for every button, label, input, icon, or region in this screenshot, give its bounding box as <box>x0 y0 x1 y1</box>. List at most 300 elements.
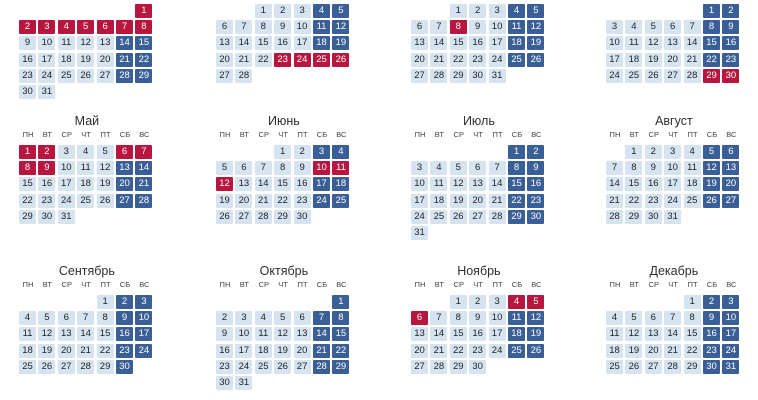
workday: 15 <box>684 327 701 341</box>
workday: 9 <box>274 20 291 34</box>
workday: 28 <box>489 210 506 224</box>
weekday-label: ПТ <box>492 280 503 289</box>
workday: 28 <box>664 360 681 374</box>
workday: 5 <box>97 145 114 159</box>
workday: 13 <box>411 327 428 341</box>
workday: 16 <box>469 327 486 341</box>
holiday-day: 10 <box>313 161 330 175</box>
workday: 8 <box>625 161 642 175</box>
holiday-day: 1 <box>135 4 152 18</box>
weekday-label: ЧТ <box>473 280 484 289</box>
workday: 23 <box>645 194 662 208</box>
workday: 25 <box>58 69 75 83</box>
workday: 7 <box>430 20 447 34</box>
workday: 24 <box>489 53 506 67</box>
weekend-day: 22 <box>703 53 720 67</box>
weekday-label: СР <box>453 280 465 289</box>
workday: 30 <box>216 376 233 390</box>
workday: 30 <box>469 360 486 374</box>
weekend-day: 30 <box>703 360 720 374</box>
weekend-day: 13 <box>116 161 133 175</box>
workday: 13 <box>294 327 311 341</box>
weekend-day: 12 <box>527 311 544 325</box>
workday: 20 <box>294 344 311 358</box>
workday: 14 <box>606 177 623 191</box>
workday: 15 <box>19 177 36 191</box>
weekend-day: 24 <box>722 344 739 358</box>
workday: 13 <box>216 36 233 50</box>
workday: 6 <box>664 20 681 34</box>
workday: 12 <box>274 327 291 341</box>
workday: 12 <box>77 36 94 50</box>
workday: 26 <box>216 210 233 224</box>
weekday-label: ВС <box>336 130 347 139</box>
holiday-day: 8 <box>19 161 36 175</box>
workday: 18 <box>430 194 447 208</box>
workday: 18 <box>606 344 623 358</box>
weekend-day: 11 <box>313 20 330 34</box>
workday: 30 <box>645 210 662 224</box>
workday: 17 <box>489 327 506 341</box>
workday: 9 <box>469 311 486 325</box>
workday: 6 <box>645 311 662 325</box>
month-title: Июнь <box>268 114 300 128</box>
weekday-label: СБ <box>706 130 718 139</box>
workday: 3 <box>294 4 311 18</box>
weekday-label: СБ <box>511 280 523 289</box>
workday: 19 <box>77 53 94 67</box>
weekday-label: ПН <box>609 280 621 289</box>
holiday-day: 26 <box>332 53 349 67</box>
weekday-label: ЧТ <box>278 280 289 289</box>
workday: 28 <box>77 360 94 374</box>
workday: 31 <box>489 69 506 83</box>
weekend-day: 8 <box>508 161 525 175</box>
workday: 19 <box>645 53 662 67</box>
holiday-day: 2 <box>38 145 55 159</box>
workday: 20 <box>645 344 662 358</box>
weekend-day: 3 <box>722 295 739 309</box>
workday: 5 <box>38 311 55 325</box>
weekend-day: 14 <box>116 36 133 50</box>
workday: 13 <box>235 177 252 191</box>
weekend-day: 8 <box>703 20 720 34</box>
workday: 10 <box>664 161 681 175</box>
weekday-label: СБ <box>119 280 131 289</box>
weekday-label: ВС <box>726 280 737 289</box>
workday: 20 <box>469 194 486 208</box>
workday: 29 <box>625 210 642 224</box>
weekend-day: 11 <box>508 20 525 34</box>
workday: 10 <box>606 36 623 50</box>
workday: 15 <box>450 36 467 50</box>
workday: 4 <box>606 311 623 325</box>
workday: 29 <box>274 210 291 224</box>
weekend-day: 7 <box>313 311 330 325</box>
workday: 23 <box>216 360 233 374</box>
workday: 17 <box>664 177 681 191</box>
workday: 3 <box>411 161 428 175</box>
weekend-day: 16 <box>527 177 544 191</box>
workday: 16 <box>19 53 36 67</box>
weekday-label: ПТ <box>297 130 308 139</box>
holiday-day: 24 <box>294 53 311 67</box>
holiday-day: 4 <box>508 295 525 309</box>
weekend-day: 17 <box>313 177 330 191</box>
workday: 21 <box>77 344 94 358</box>
workday: 22 <box>255 53 272 67</box>
holiday-day: 5 <box>527 295 544 309</box>
workday: 2 <box>294 145 311 159</box>
weekend-day: 21 <box>116 53 133 67</box>
weekday-label: ЧТ <box>81 130 92 139</box>
workday: 17 <box>58 177 75 191</box>
workday: 26 <box>274 360 291 374</box>
holiday-day: 30 <box>722 69 739 83</box>
weekday-label: ЧТ <box>473 130 484 139</box>
workday: 11 <box>625 36 642 50</box>
workday: 17 <box>38 53 55 67</box>
weekday-label: ВТ <box>629 280 640 289</box>
weekday-label: СР <box>61 280 73 289</box>
workday: 13 <box>645 327 662 341</box>
weekend-day: 25 <box>508 344 525 358</box>
workday: 6 <box>411 20 428 34</box>
workday: 11 <box>19 327 36 341</box>
holiday-day: 8 <box>450 20 467 34</box>
weekend-day: 2 <box>703 295 720 309</box>
weekend-day: 5 <box>332 4 349 18</box>
holiday-day: 6 <box>116 145 133 159</box>
weekend-day: 8 <box>332 311 349 325</box>
workday: 3 <box>489 295 506 309</box>
weekday-label: ПТ <box>687 130 698 139</box>
weekday-label: ЧТ <box>81 280 92 289</box>
workday: 16 <box>294 177 311 191</box>
workday: 1 <box>255 4 272 18</box>
workday: 22 <box>450 53 467 67</box>
weekday-label: ПН <box>219 280 231 289</box>
workday: 25 <box>77 194 94 208</box>
workday: 10 <box>489 20 506 34</box>
workday: 4 <box>255 311 272 325</box>
workday: 17 <box>294 36 311 50</box>
workday: 24 <box>235 360 252 374</box>
workday: 14 <box>430 36 447 50</box>
workday: 15 <box>274 177 291 191</box>
workday: 19 <box>38 344 55 358</box>
weekday-label: СБ <box>316 130 328 139</box>
workday: 20 <box>97 53 114 67</box>
workday: 27 <box>235 210 252 224</box>
workday: 26 <box>38 360 55 374</box>
holiday-day: 23 <box>274 53 291 67</box>
weekend-day: 9 <box>722 20 739 34</box>
workday: 6 <box>294 311 311 325</box>
workday: 20 <box>664 53 681 67</box>
workday: 17 <box>489 36 506 50</box>
workday: 18 <box>255 344 272 358</box>
holiday-day: 12 <box>216 177 233 191</box>
workday: 11 <box>58 36 75 50</box>
workday: 24 <box>411 210 428 224</box>
workday: 20 <box>58 344 75 358</box>
holiday-day: 9 <box>38 161 55 175</box>
workday: 29 <box>450 360 467 374</box>
workday: 14 <box>235 36 252 50</box>
workday: 28 <box>255 210 272 224</box>
weekend-day: 30 <box>116 360 133 374</box>
workday: 13 <box>664 36 681 50</box>
workday: 30 <box>294 210 311 224</box>
weekday-label: ВТ <box>42 130 53 139</box>
workday: 26 <box>97 194 114 208</box>
workday: 25 <box>684 194 701 208</box>
workday: 13 <box>58 327 75 341</box>
workday: 16 <box>469 36 486 50</box>
weekend-day: 26 <box>703 194 720 208</box>
weekday-label: СР <box>648 130 660 139</box>
workday: 27 <box>664 69 681 83</box>
workday: 1 <box>450 295 467 309</box>
weekend-day: 28 <box>313 360 330 374</box>
weekday-label: ПТ <box>100 280 111 289</box>
weekday-label: ВТ <box>434 280 445 289</box>
weekend-day: 12 <box>527 20 544 34</box>
workday: 20 <box>411 344 428 358</box>
weekend-day: 28 <box>116 69 133 83</box>
weekday-label: ПТ <box>687 280 698 289</box>
weekend-day: 11 <box>508 311 525 325</box>
workday: 14 <box>684 36 701 50</box>
weekend-day: 16 <box>722 36 739 50</box>
workday: 12 <box>97 161 114 175</box>
weekend-day: 22 <box>135 53 152 67</box>
weekend-day: 22 <box>508 194 525 208</box>
weekday-label: СР <box>648 280 660 289</box>
weekend-day: 19 <box>527 327 544 341</box>
workday: 9 <box>294 161 311 175</box>
workday: 22 <box>625 194 642 208</box>
workday: 18 <box>77 177 94 191</box>
workday: 22 <box>19 194 36 208</box>
workday: 4 <box>430 161 447 175</box>
weekend-day: 18 <box>332 177 349 191</box>
holiday-day: 8 <box>135 20 152 34</box>
workday: 7 <box>235 20 252 34</box>
weekday-label: ПТ <box>100 130 111 139</box>
workday: 3 <box>606 20 623 34</box>
month-title: Сентябрь <box>58 264 115 278</box>
weekend-day: 26 <box>527 53 544 67</box>
workday: 27 <box>469 210 486 224</box>
month-title: Август <box>655 114 693 128</box>
workday: 24 <box>606 69 623 83</box>
workday: 20 <box>411 53 428 67</box>
workday: 25 <box>19 360 36 374</box>
weekend-day: 23 <box>116 344 133 358</box>
weekday-label: СБ <box>706 280 718 289</box>
weekend-day: 20 <box>722 177 739 191</box>
workday: 22 <box>450 344 467 358</box>
workday: 27 <box>411 360 428 374</box>
weekend-day: 29 <box>332 360 349 374</box>
weekend-day: 20 <box>116 177 133 191</box>
workday: 5 <box>645 20 662 34</box>
workday: 17 <box>235 344 252 358</box>
weekday-label: ПН <box>609 130 621 139</box>
weekend-day: 21 <box>313 344 330 358</box>
workday: 15 <box>625 177 642 191</box>
workday: 9 <box>19 36 36 50</box>
workday: 23 <box>38 194 55 208</box>
workday: 12 <box>645 36 662 50</box>
workday: 26 <box>77 69 94 83</box>
workday: 31 <box>411 226 428 240</box>
workday: 16 <box>38 177 55 191</box>
month-title: Июль <box>462 114 495 128</box>
workday: 21 <box>606 194 623 208</box>
weekend-day: 29 <box>135 69 152 83</box>
holiday-day: 11 <box>332 161 349 175</box>
workday: 23 <box>19 69 36 83</box>
weekend-day: 26 <box>527 344 544 358</box>
workday: 11 <box>255 327 272 341</box>
month-title: Октябрь <box>259 264 309 278</box>
weekend-day: 4 <box>508 4 525 18</box>
workday: 6 <box>469 161 486 175</box>
workday: 27 <box>58 360 75 374</box>
weekday-label: ПН <box>22 280 34 289</box>
weekend-day: 9 <box>527 161 544 175</box>
weekday-label: ВТ <box>42 280 53 289</box>
weekend-day: 15 <box>703 36 720 50</box>
weekday-label: ВС <box>531 130 542 139</box>
weekend-day: 16 <box>703 327 720 341</box>
weekend-day: 18 <box>313 36 330 50</box>
weekend-day: 3 <box>135 295 152 309</box>
holiday-day: 6 <box>97 20 114 34</box>
workday: 11 <box>606 327 623 341</box>
workday: 6 <box>235 161 252 175</box>
workday: 7 <box>77 311 94 325</box>
workday: 21 <box>664 344 681 358</box>
workday: 21 <box>489 194 506 208</box>
workday: 22 <box>97 344 114 358</box>
workday: 28 <box>606 210 623 224</box>
workday: 18 <box>625 53 642 67</box>
holiday-day: 25 <box>313 53 330 67</box>
weekend-day: 27 <box>722 194 739 208</box>
weekend-day: 16 <box>116 327 133 341</box>
weekday-label: ПТ <box>492 130 503 139</box>
workday: 10 <box>489 311 506 325</box>
workday: 21 <box>430 344 447 358</box>
workday: 16 <box>216 344 233 358</box>
weekday-label: ПН <box>22 130 34 139</box>
workday: 13 <box>411 36 428 50</box>
weekend-day: 25 <box>332 194 349 208</box>
workday: 21 <box>235 53 252 67</box>
workday: 27 <box>97 69 114 83</box>
workday: 27 <box>411 69 428 83</box>
weekend-day: 23 <box>527 194 544 208</box>
weekend-day: 4 <box>332 145 349 159</box>
workday: 4 <box>625 20 642 34</box>
workday: 26 <box>645 69 662 83</box>
holiday-day: 2 <box>19 20 36 34</box>
workday: 31 <box>58 210 75 224</box>
weekend-day: 5 <box>703 145 720 159</box>
workday: 12 <box>450 177 467 191</box>
workday: 3 <box>664 145 681 159</box>
workday: 11 <box>430 177 447 191</box>
weekend-day: 2 <box>116 295 133 309</box>
weekend-day: 9 <box>116 311 133 325</box>
workday: 7 <box>606 161 623 175</box>
workday: 24 <box>664 194 681 208</box>
weekend-day: 1 <box>332 295 349 309</box>
month-title: Ноябрь <box>457 264 501 278</box>
workday: 24 <box>489 344 506 358</box>
workday: 13 <box>97 36 114 50</box>
workday: 25 <box>606 360 623 374</box>
workday: 29 <box>19 210 36 224</box>
workday: 27 <box>294 360 311 374</box>
workday: 14 <box>77 327 94 341</box>
workday: 30 <box>469 69 486 83</box>
workday: 10 <box>58 161 75 175</box>
workday: 4 <box>684 145 701 159</box>
workday: 25 <box>255 360 272 374</box>
weekend-day: 17 <box>722 327 739 341</box>
workday: 5 <box>274 311 291 325</box>
workday: 10 <box>411 177 428 191</box>
weekend-day: 23 <box>722 53 739 67</box>
workday: 20 <box>235 194 252 208</box>
workday: 14 <box>430 327 447 341</box>
workday: 19 <box>450 194 467 208</box>
weekend-day: 19 <box>527 36 544 50</box>
workday: 11 <box>77 161 94 175</box>
workday: 6 <box>216 20 233 34</box>
workday: 8 <box>255 20 272 34</box>
weekend-day: 3 <box>313 145 330 159</box>
weekend-day: 19 <box>703 177 720 191</box>
workday: 14 <box>255 177 272 191</box>
workday: 7 <box>255 161 272 175</box>
weekend-day: 4 <box>313 4 330 18</box>
workday: 13 <box>469 177 486 191</box>
weekend-day: 31 <box>722 360 739 374</box>
workday: 15 <box>255 36 272 50</box>
workday: 28 <box>684 69 701 83</box>
holiday-day: 7 <box>135 145 152 159</box>
workday: 31 <box>235 376 252 390</box>
month-title: Май <box>74 114 100 128</box>
weekday-label: СР <box>61 130 73 139</box>
workday: 25 <box>625 69 642 83</box>
workday: 23 <box>469 344 486 358</box>
workday: 10 <box>235 327 252 341</box>
workday: 8 <box>274 161 291 175</box>
weekday-label: СР <box>453 130 465 139</box>
workday: 9 <box>645 161 662 175</box>
workday: 8 <box>684 311 701 325</box>
workday: 12 <box>38 327 55 341</box>
weekday-label: ВТ <box>629 130 640 139</box>
workday: 8 <box>450 311 467 325</box>
